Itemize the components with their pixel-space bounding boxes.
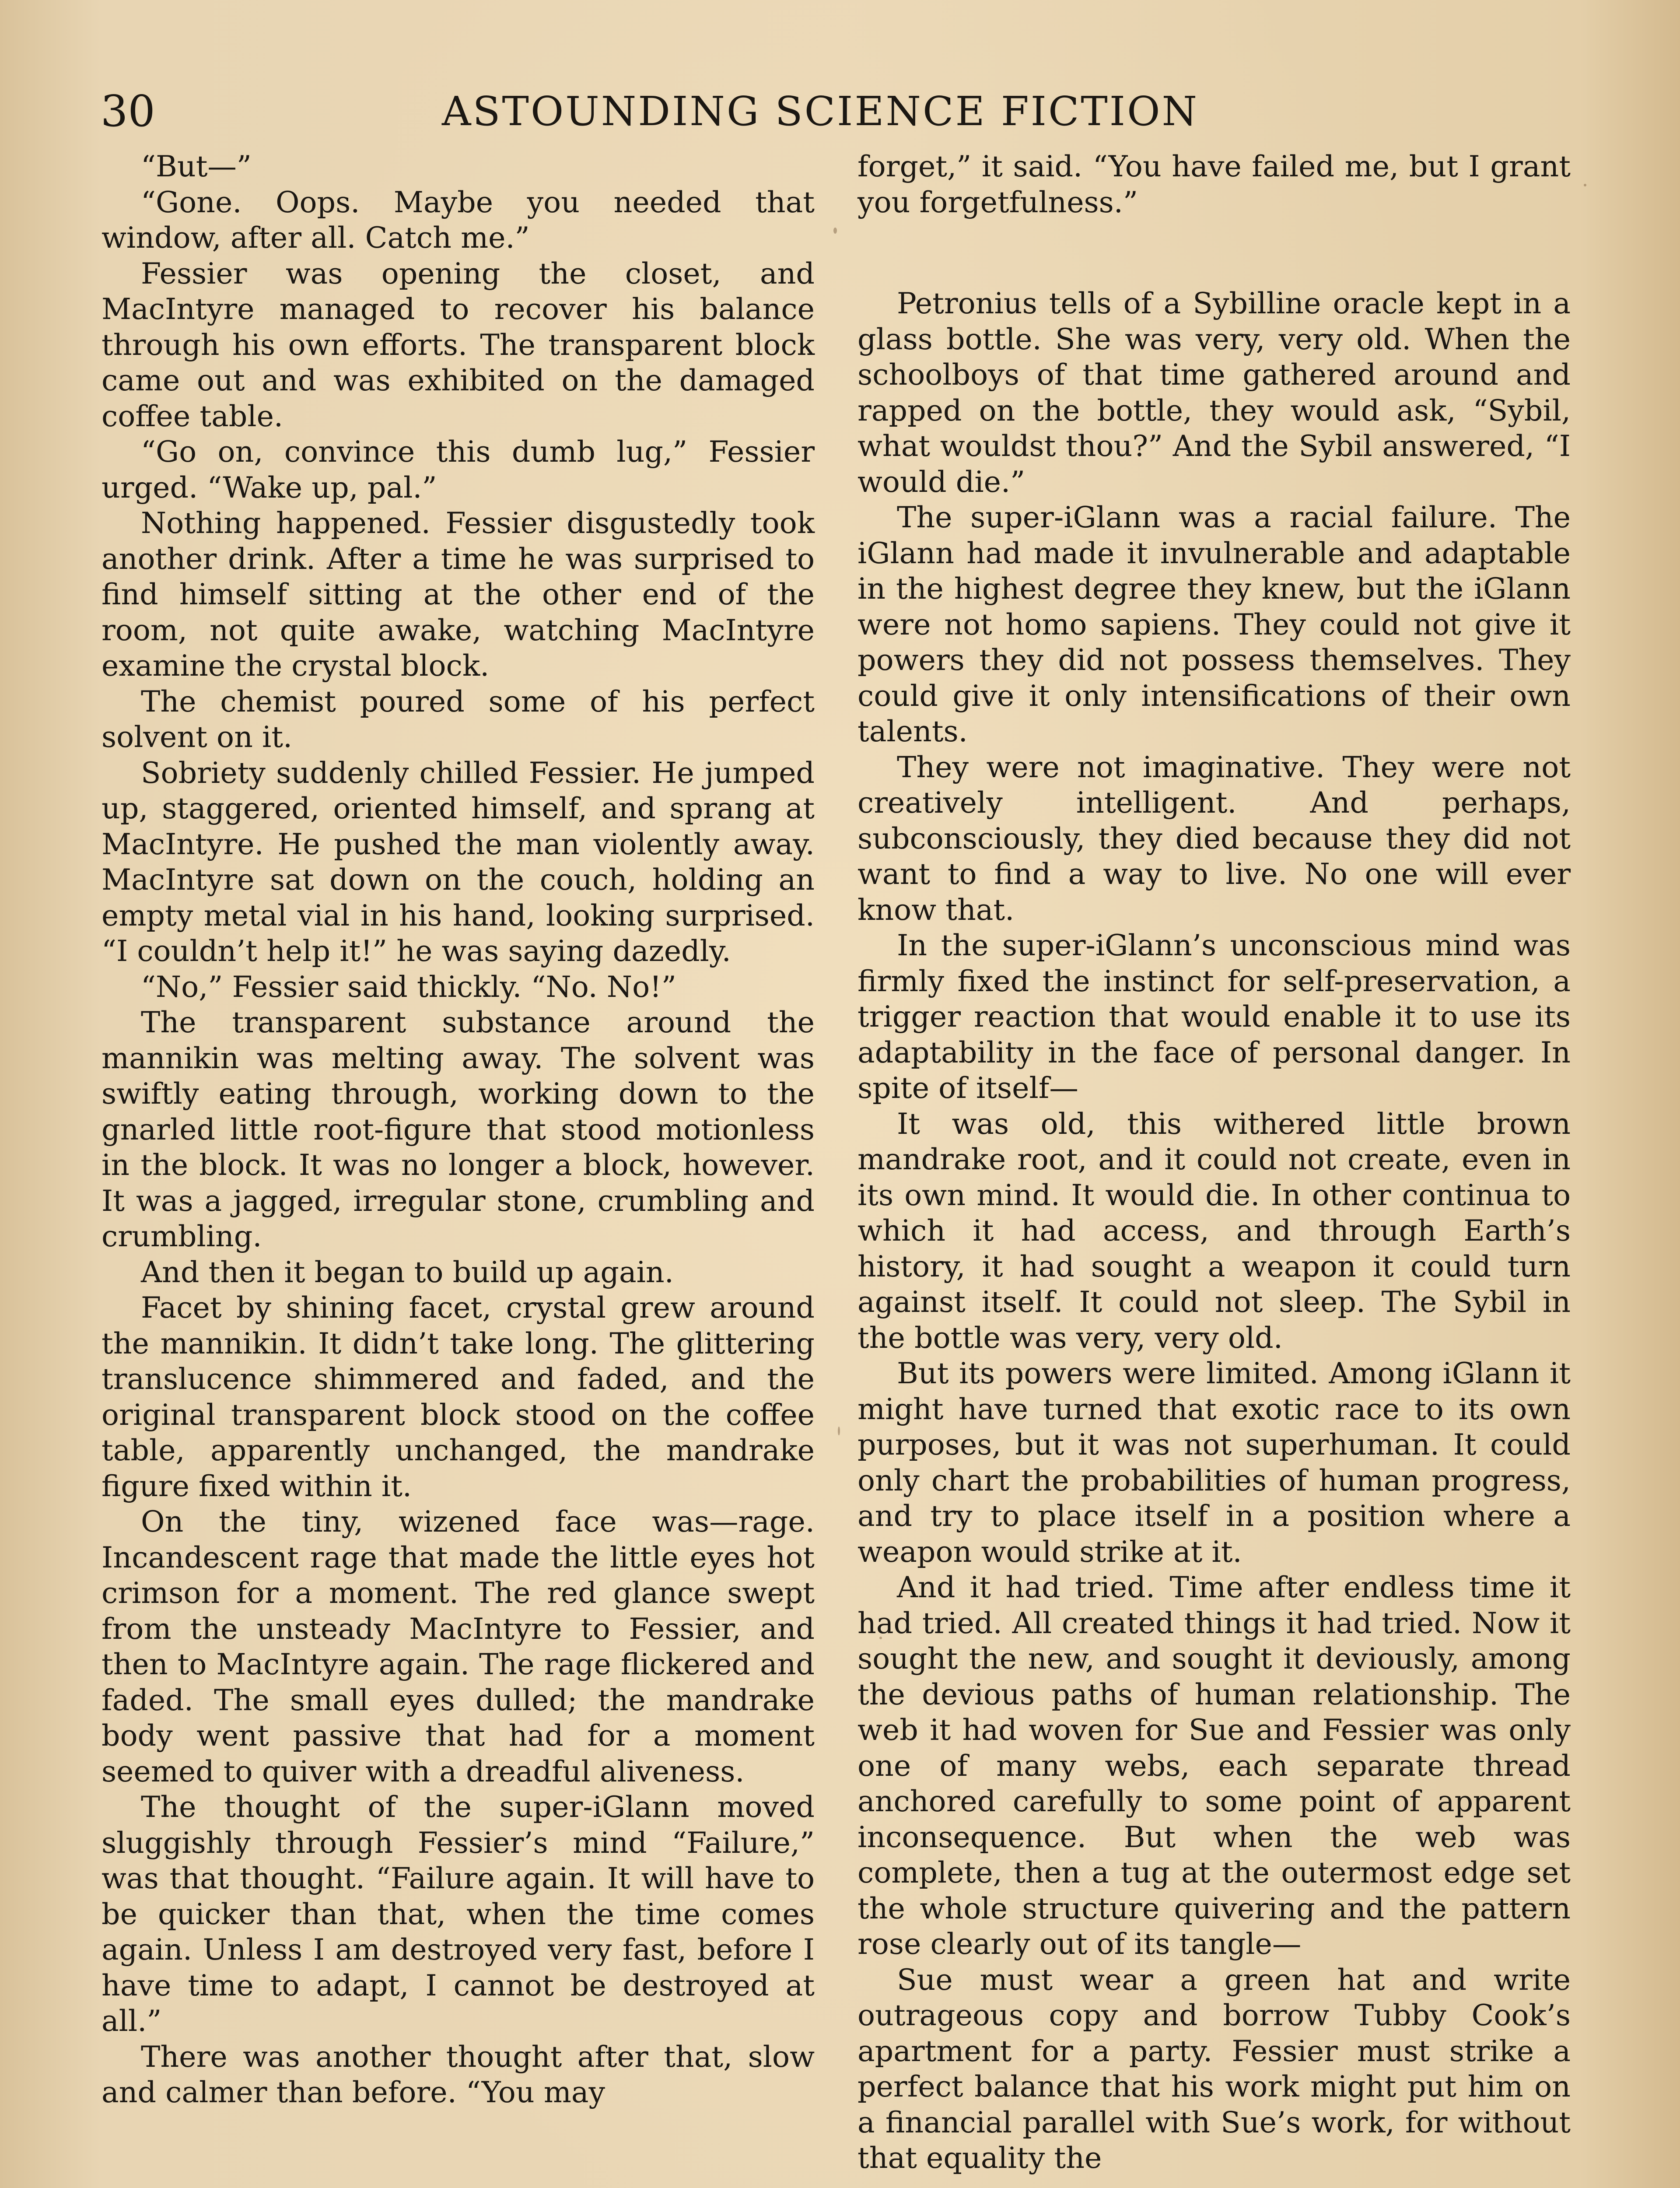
paragraph: Fessier was opening the closet, and MacIntyre managed to recover his balance through his own efforts. The transparent block came out and was exhibited on the damaged coffee table. [102, 256, 815, 433]
paragraph: On the tiny, wizened face was—rage. Incandescent rage that made the little eyes hot crimson for a moment. The red glance swept from the unsteady MacIntyre to Fessier, and then to MacIntyre again. The rage flickered and faded. The small eyes dulled; the mandrake body went passive that had for a moment seemed to quiver with a dreadful aliveness. [102, 1504, 815, 1788]
paragraph: They were not imaginative. They were not creatively intelligent. And perhaps, subconsciously, they died because they did not want to find a way to live. No one will ever know that. [858, 750, 1571, 927]
paragraph: forget,” it said. “You have failed me, but I grant you forgetfulness.” [858, 149, 1571, 219]
paragraph: Facet by shining facet, crystal grew around the mannikin. It didn’t take long. The glittering translucence shimmered and faded, and the original transparent block stood on the coffee table, apparently unchanged, the mandrake figure fixed within it. [102, 1290, 815, 1503]
paragraph: “Go on, convince this dumb lug,” Fessier urged. “Wake up, pal.” [102, 435, 815, 505]
paragraph: “Gone. Oops. Maybe you needed that window, after all. Catch me.” [102, 185, 815, 255]
paper-speck [1584, 184, 1586, 186]
text-column-left [102, 149, 815, 2188]
text-column-right [858, 149, 1571, 2188]
paragraph: It was old, this withered little brown mandrake root, and it could not create, even in its own mind. It would die. In other continua to which it had access, and through Earth’s history, it had sought a weapon it could turn against itself. It could not sleep. The Sybil in the bottle was very, very old. [858, 1106, 1571, 1355]
page-number: 30 [101, 87, 155, 137]
running-head: ASTOUNDING SCIENCE FICTION [442, 88, 1199, 135]
paragraph: But its powers were limited. Among iGlann it might have turned that exotic race to its own purposes, but it was not superhuman. It could only chart the probabilities of human progress, and try to place itself in a position where a weapon would strike at it. [858, 1356, 1571, 1569]
page-header [101, 83, 1579, 149]
paper-speck [838, 1427, 840, 1435]
paragraph: “No,” Fessier said thickly. “No. No!” [141, 969, 676, 1004]
paragraph: And it had tried. Time after endless time it had tried. All created things it had tried. Now it sought the new, and sought it deviously, among the devious paths of human relationship. The web it had woven for Sue and Fessier was only one of many webs, each separate thread anchored carefully to some point of apparent inconsequence. But when the web was complete, then a tug at the outermost edge set the whole structure quivering and the pattern rose clearly out of its tangle— [858, 1570, 1571, 1961]
paper-speck [833, 228, 837, 234]
paragraph: And then it began to build up again. [141, 1255, 674, 1289]
paragraph: There was another thought after that, slow and calmer than before. “You may [102, 2039, 815, 2109]
paragraph: The chemist poured some of his perfect solvent on it. [102, 684, 815, 754]
paragraph: The thought of the super-iGlann moved sluggishly through Fessier’s mind “Failure,” was that thought. “Failure again. It will have to be quicker than that, when the time comes again. Unless I am destroyed very fast, before I have time to adapt, I cannot be destroyed at all.” [102, 1790, 815, 2038]
paragraph: Sobriety suddenly chilled Fessier. He jumped up, staggered, oriented himself, and sprang at MacIntyre. He pushed the man violently away. MacIntyre sat down on the couch, holding an empty metal vial in his hand, looking surprised. “I couldn’t help it!” he was saying dazedly. [102, 755, 815, 968]
paragraph: “But—” [141, 149, 252, 183]
paragraph: The super-iGlann was a racial failure. The iGlann had made it invulnerable and adaptable in the highest degree they knew, but the iGlann were not homo sapiens. They could not give it powers they did not possess themselves. They could give it only intensifications of their own talents. [858, 500, 1571, 748]
paragraph: Sue must wear a green hat and write outrageous copy and borrow Tubby Cook’s apartment for a party. Fessier must strike a perfect balance that his work might put him on a financial parallel with Sue’s work, for without that equality the [858, 1962, 1571, 2175]
paragraph: Petronius tells of a Sybilline oracle kept in a glass bottle. She was very, very old. When the schoolboys of that time gathered around and rapped on the bottle, they would ask, “Sybil, what wouldst thou?” And the Sybil answered, “I would die.” [858, 286, 1571, 499]
paragraph: Nothing happened. Fessier disgustedly took another drink. After a time he was surprised to find himself sitting at the other end of the room, not quite awake, watching MacIntyre examine the crystal block. [102, 506, 815, 683]
paragraph: In the super-iGlann’s unconscious mind was firmly fixed the instinct for self-preservation, a trigger reaction that would enable it to use its adaptability in the face of personal danger. In spite of itself— [858, 928, 1571, 1105]
paragraph: The transparent substance around the mannikin was melting away. The solvent was swiftly eating through, working down to the gnarled little root-figure that stood motionless in the block. It was no longer a block, however. It was a jagged, irregular stone, crumbling and crumbling. [102, 1005, 815, 1253]
